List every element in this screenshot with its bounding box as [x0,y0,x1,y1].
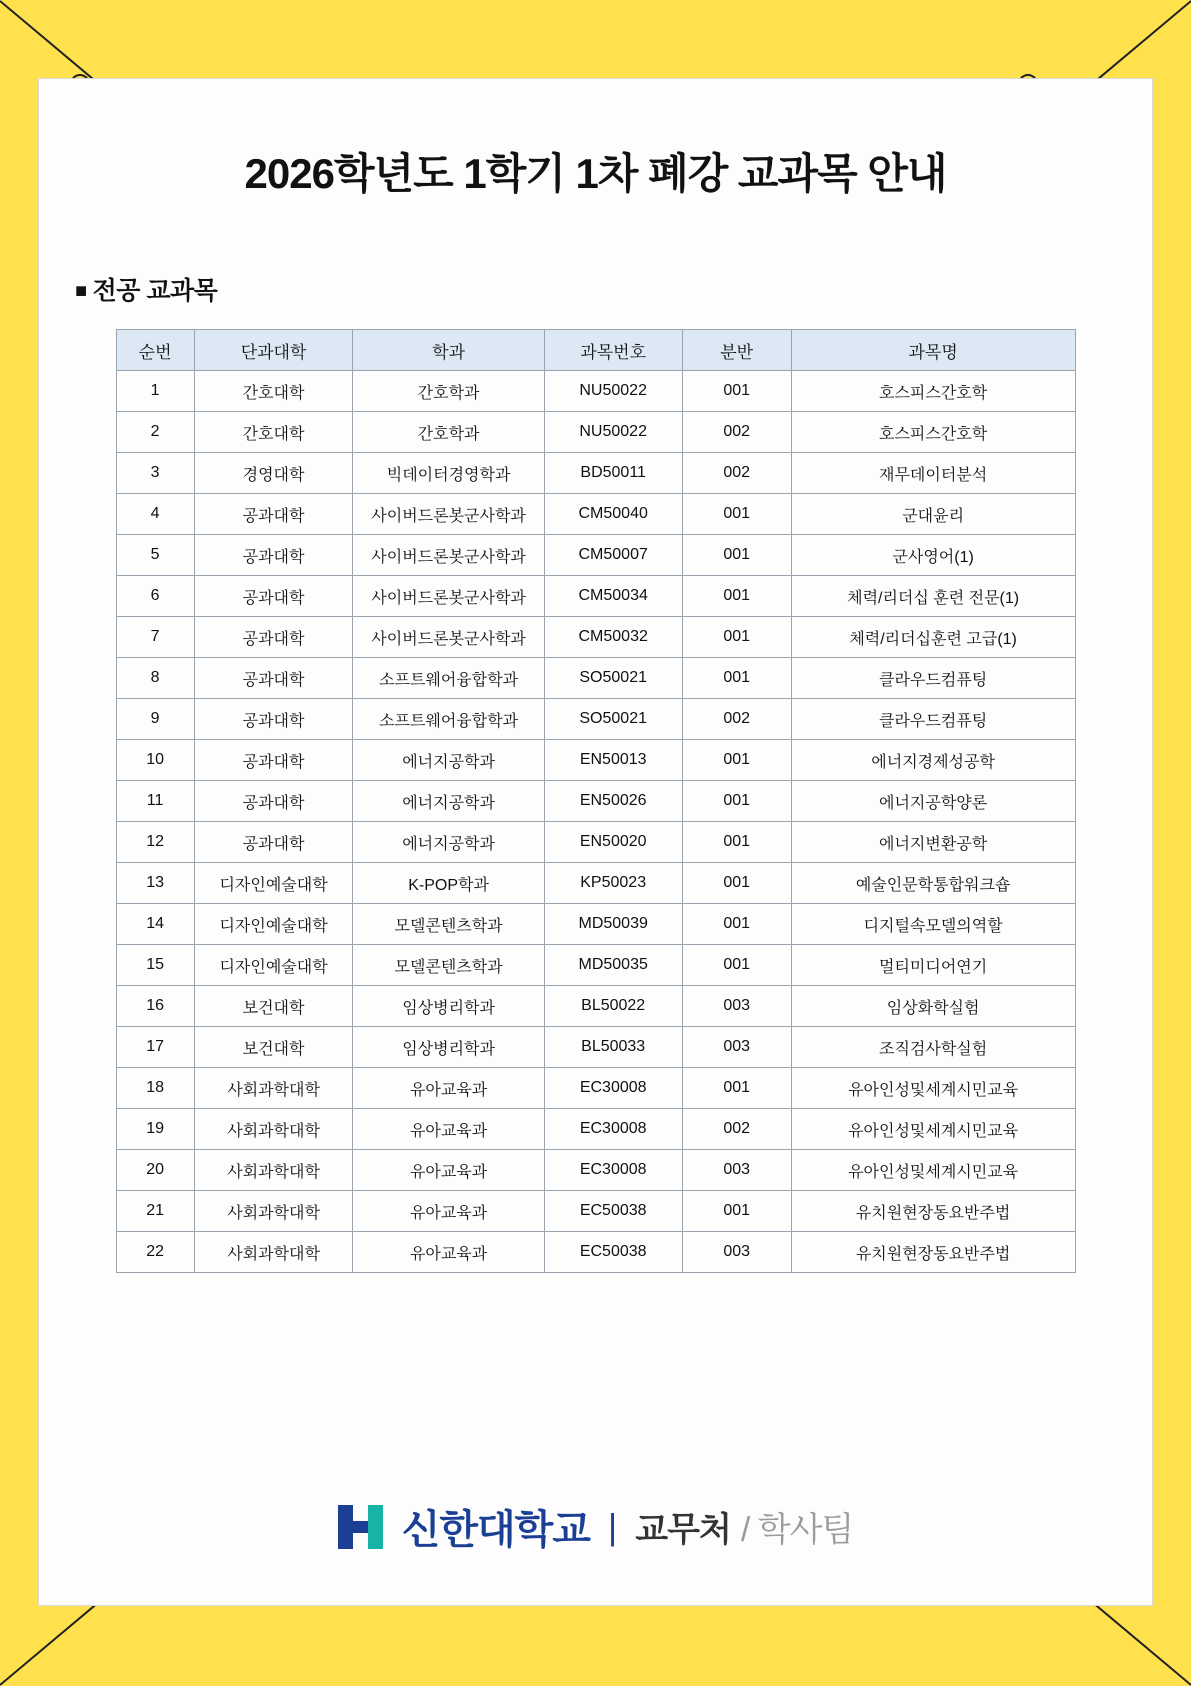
cell-department: 모델콘텐츠학과 [353,904,544,945]
column-header-course-code: 과목번호 [544,330,682,371]
cell-no: 1 [116,371,194,412]
cell-course-name: 군대윤리 [791,494,1075,535]
cell-class-section: 001 [682,494,791,535]
cell-department: 임상병리학과 [353,1027,544,1068]
cell-no: 8 [116,658,194,699]
table-row [116,453,1075,494]
cell-class-section: 001 [682,863,791,904]
table-row [116,1191,1075,1232]
cell-no: 16 [116,986,194,1027]
cell-college: 공과대학 [194,740,353,781]
cell-no: 2 [116,412,194,453]
cell-course-name: 조직검사학실험 [791,1027,1075,1068]
cell-college: 사회과학대학 [194,1068,353,1109]
cell-course-name: 유아인성및세계시민교육 [791,1109,1075,1150]
cell-course-code: EC50038 [544,1232,682,1273]
cell-department: 사이버드론봇군사학과 [353,535,544,576]
cell-course-code: MD50035 [544,945,682,986]
cell-department: 에너지공학과 [353,740,544,781]
cell-no: 9 [116,699,194,740]
footer-office-name: 교무처 [635,1511,731,1549]
cell-college: 사회과학대학 [194,1232,353,1273]
table-row [116,371,1075,412]
cell-college: 사회과학대학 [194,1150,353,1191]
corner-line-top-right [1091,0,1191,85]
cell-no: 22 [116,1232,194,1273]
cell-department: 유아교육과 [353,1109,544,1150]
table-row [116,1109,1075,1150]
cell-class-section: 001 [682,945,791,986]
cell-course-code: SO50021 [544,658,682,699]
table-row [116,945,1075,986]
table-header-row [116,330,1075,371]
cell-department: K-POP학과 [353,863,544,904]
cell-course-name: 클라우드컴퓨팅 [791,658,1075,699]
cell-no: 12 [116,822,194,863]
cell-course-name: 멀티미디어연기 [791,945,1075,986]
cell-college: 간호대학 [194,412,353,453]
courses-table [116,329,1076,1273]
cell-no: 6 [116,576,194,617]
cell-college: 디자인예술대학 [194,904,353,945]
cell-class-section: 001 [682,781,791,822]
cell-college: 공과대학 [194,781,353,822]
cell-class-section: 002 [682,699,791,740]
cell-course-code: EC30008 [544,1068,682,1109]
cell-course-name: 군사영어(1) [791,535,1075,576]
column-header-department: 학과 [353,330,544,371]
cell-course-name: 예술인문학통합워크숍 [791,863,1075,904]
cell-department: 유아교육과 [353,1150,544,1191]
cell-no: 21 [116,1191,194,1232]
cell-department: 간호학과 [353,371,544,412]
cell-course-code: MD50039 [544,904,682,945]
cell-college: 사회과학대학 [194,1109,353,1150]
cell-course-name: 임상화학실험 [791,986,1075,1027]
cell-course-name: 유치원현장동요반주법 [791,1191,1075,1232]
cell-no: 19 [116,1109,194,1150]
cell-class-section: 003 [682,1150,791,1191]
page-title: 2026학년도 1학기 1차 폐강 교과목 안내 [244,150,947,197]
table-row [116,986,1075,1027]
column-header-college: 단과대학 [194,330,353,371]
cell-department: 빅데이터경영학과 [353,453,544,494]
cell-college: 공과대학 [194,617,353,658]
cell-course-name: 에너지경제성공학 [791,740,1075,781]
cell-class-section: 001 [682,822,791,863]
cell-no: 17 [116,1027,194,1068]
cell-department: 에너지공학과 [353,781,544,822]
shinhan-logo-icon [338,1505,386,1549]
section-heading [75,271,1152,307]
cell-class-section: 001 [682,740,791,781]
cell-course-code: CM50032 [544,617,682,658]
table-row [116,822,1075,863]
cell-no: 18 [116,1068,194,1109]
cell-course-name: 에너지변환공학 [791,822,1075,863]
cell-no: 14 [116,904,194,945]
cell-course-code: CM50007 [544,535,682,576]
table-body [116,371,1075,1273]
cell-class-section: 001 [682,658,791,699]
cell-college: 공과대학 [194,658,353,699]
cell-department: 사이버드론봇군사학과 [353,617,544,658]
cell-class-section: 001 [682,617,791,658]
corner-line-bottom-left [0,1601,100,1686]
corner-line-bottom-right [1091,1601,1191,1686]
cell-course-code: EC30008 [544,1150,682,1191]
cell-college: 공과대학 [194,535,353,576]
cell-college: 디자인예술대학 [194,863,353,904]
table-row [116,658,1075,699]
cell-no: 11 [116,781,194,822]
column-header-class-section: 분반 [682,330,791,371]
cell-no: 15 [116,945,194,986]
cell-college: 공과대학 [194,494,353,535]
cell-college: 간호대학 [194,371,353,412]
table-row [116,1150,1075,1191]
cell-course-code: NU50022 [544,412,682,453]
footer-university-name: 신한대학교 [401,1508,590,1552]
cell-department: 소프트웨어융합학과 [353,658,544,699]
cell-department: 간호학과 [353,412,544,453]
cell-class-section: 002 [682,412,791,453]
cell-no: 3 [116,453,194,494]
cell-course-code: CM50034 [544,576,682,617]
cell-no: 20 [116,1150,194,1191]
cell-no: 13 [116,863,194,904]
cell-course-code: EC50038 [544,1191,682,1232]
cell-course-code: EN50020 [544,822,682,863]
cell-course-code: EN50026 [544,781,682,822]
cell-college: 사회과학대학 [194,1191,353,1232]
cell-course-code: BL50033 [544,1027,682,1068]
table-row [116,576,1075,617]
cell-class-section: 003 [682,986,791,1027]
cell-department: 소프트웨어융합학과 [353,699,544,740]
cell-department: 임상병리학과 [353,986,544,1027]
cell-course-name: 체력/리더십 훈련 전문(1) [791,576,1075,617]
cell-course-code: CM50040 [544,494,682,535]
cell-course-name: 재무데이터분석 [791,453,1075,494]
cell-class-section: 003 [682,1232,791,1273]
cell-course-name: 유아인성및세계시민교육 [791,1068,1075,1109]
cell-class-section: 001 [682,904,791,945]
table-row [116,699,1075,740]
cell-class-section: 003 [682,1027,791,1068]
table-row [116,863,1075,904]
cell-class-section: 001 [682,371,791,412]
table-row [116,1232,1075,1273]
cell-course-name: 클라우드컴퓨팅 [791,699,1075,740]
cell-department: 유아교육과 [353,1068,544,1109]
cell-class-section: 002 [682,453,791,494]
cell-class-section: 001 [682,1191,791,1232]
cell-course-name: 유치원현장동요반주법 [791,1232,1075,1273]
table-row [116,412,1075,453]
cell-course-code: BD50011 [544,453,682,494]
cell-class-section: 001 [682,1068,791,1109]
column-header-no: 순번 [116,330,194,371]
cell-college: 보건대학 [194,986,353,1027]
notice-page [38,78,1153,1606]
cell-college: 공과대학 [194,822,353,863]
cell-course-code: SO50021 [544,699,682,740]
footer-logo [39,1498,1152,1555]
cell-college: 디자인예술대학 [194,945,353,986]
table-row [116,617,1075,658]
cell-department: 유아교육과 [353,1232,544,1273]
cell-course-code: NU50022 [544,371,682,412]
table-row [116,740,1075,781]
column-header-course-name: 과목명 [791,330,1075,371]
cell-course-code: KP50023 [544,863,682,904]
cell-college: 보건대학 [194,1027,353,1068]
table-row [116,535,1075,576]
cell-no: 5 [116,535,194,576]
table-row [116,1068,1075,1109]
cell-college: 공과대학 [194,699,353,740]
footer-team-name: / 학사팀 [740,1511,854,1549]
cell-no: 10 [116,740,194,781]
cell-course-code: EN50013 [544,740,682,781]
cell-course-name: 체력/리더십훈련 고급(1) [791,617,1075,658]
table-row [116,781,1075,822]
cell-course-name: 호스피스간호학 [791,412,1075,453]
cell-department: 모델콘텐츠학과 [353,945,544,986]
table-row [116,904,1075,945]
cell-department: 유아교육과 [353,1191,544,1232]
table-row [116,494,1075,535]
cell-course-name: 디지털속모델의역할 [791,904,1075,945]
cell-class-section: 001 [682,576,791,617]
section-heading-label: 전공 교과목 [92,277,218,305]
footer-separator: | [607,1505,618,1547]
cell-class-section: 002 [682,1109,791,1150]
cell-college: 경영대학 [194,453,353,494]
cell-department: 에너지공학과 [353,822,544,863]
cell-class-section: 001 [682,535,791,576]
bullet-icon: ■ [75,280,87,302]
cell-department: 사이버드론봇군사학과 [353,494,544,535]
table-row [116,1027,1075,1068]
cell-course-name: 유아인성및세계시민교육 [791,1150,1075,1191]
corner-line-top-left [0,0,100,85]
cell-course-code: BL50022 [544,986,682,1027]
cell-course-code: EC30008 [544,1109,682,1150]
cell-course-name: 호스피스간호학 [791,371,1075,412]
cell-no: 7 [116,617,194,658]
cell-no: 4 [116,494,194,535]
cell-college: 공과대학 [194,576,353,617]
cell-department: 사이버드론봇군사학과 [353,576,544,617]
cell-course-name: 에너지공학양론 [791,781,1075,822]
